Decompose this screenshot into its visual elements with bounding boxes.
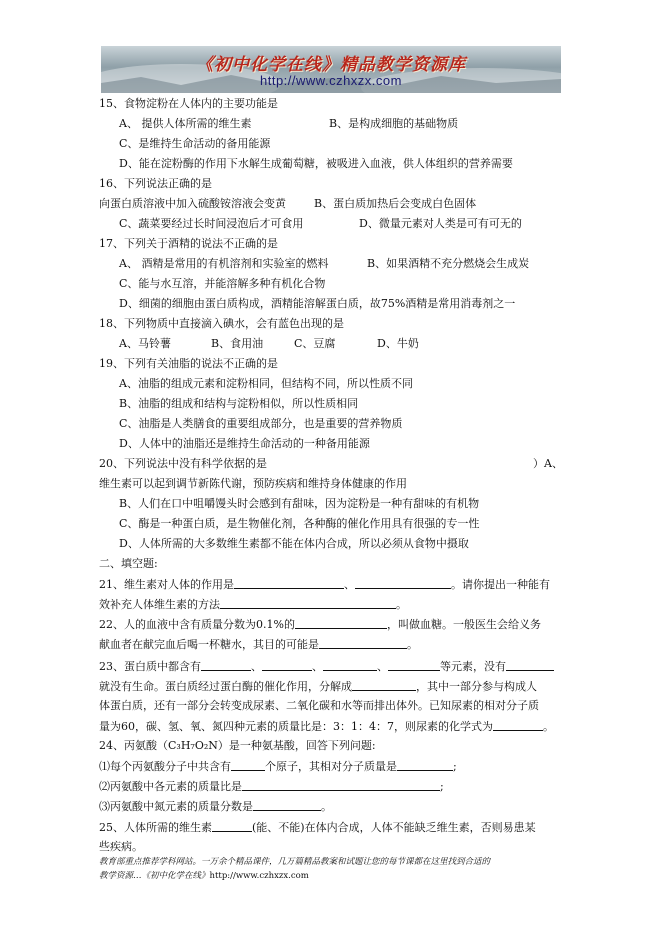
blank[interactable] (231, 759, 265, 771)
question-20-bracket: ）A、 (533, 457, 563, 470)
question-23-line-4: 量为60，碳、氢、氧、氮四种元素的质量比是：3：1：4：7，则尿素的化学式为 。 (99, 720, 554, 733)
question-23-line-3: 体蛋白质，还有一部分会转变成尿素、二氧化碳和水等而排出体外。已知尿素的相对分子质 (99, 699, 539, 712)
blank[interactable] (352, 679, 416, 691)
question-22-line-2: 献血者在献完血后喝一杯糖水，其目的可能是 。 (99, 638, 418, 651)
banner-url[interactable]: http://www.czhxzx.com (260, 73, 402, 88)
blank[interactable] (319, 637, 407, 649)
question-15-option-d: D、能在淀粉酶的作用下水解生成葡萄糖，被吸进入血液，供人体组织的营养需要 (119, 157, 513, 170)
question-21-line-2: 效补充人体维生素的方法 。 (99, 598, 407, 611)
question-19-stem: 19、下列有关油脂的说法不正确的是 (99, 357, 278, 370)
question-18-option-c: C、豆腐 (294, 337, 336, 350)
blank[interactable] (220, 597, 396, 609)
question-17-option-d: D、细菌的细胞由蛋白质构成，酒精能溶解蛋白质，故75%酒精是常用消毒剂之一 (119, 297, 516, 310)
blank[interactable] (242, 779, 440, 791)
footer-line-1: 教育部重点推荐学科网站。一万余个精品课件，几万篇精品教案和试题让您的每节课都在这里找到合适的 (99, 857, 491, 867)
header-banner (101, 46, 561, 93)
blank[interactable] (253, 799, 321, 811)
footer-line-2 (99, 869, 569, 883)
question-24-part-3: ⑶丙氨酸中氮元素的质量分数是 。 (99, 800, 332, 813)
question-20-option-d: D、人体所需的大多数维生素都不能在体内合成，所以必须从食物中摄取 (119, 537, 469, 550)
footer-site-name: 教学资源…《初中化学在线》 (99, 871, 210, 881)
question-23-line-1: 23、蛋白质中都含有 、 、 、 等元素，没有 (99, 659, 554, 674)
question-17-stem: 17、下列关于酒精的说法不正确的是 (99, 237, 278, 250)
blank[interactable] (506, 659, 554, 671)
question-23-line-2: 就没有生命。蛋白质经过蛋白酶的催化作用，分解成 ，其中一部分参与构成人 (99, 680, 537, 693)
blank[interactable] (397, 759, 453, 771)
question-20-option-c: C、酶是一种蛋白质，是生物催化剂，各种酶的催化作用具有很强的专一性 (119, 517, 480, 530)
question-24-part-2: ⑵丙氨酸中各元素的质量比是 ; (99, 780, 444, 793)
blank[interactable] (323, 659, 377, 671)
question-18-option-a: A、马铃薯 (119, 337, 171, 350)
question-16-option-b: B、蛋白质加热后会变成白色固体 (314, 197, 477, 210)
question-24-stem: 24、丙氨酸（C₃H₇O₂N）是一种氨基酸，回答下列问题: (99, 739, 376, 752)
question-24-part-1: ⑴每个丙氨酸分子中共含有 个原子，其相对分子质量是 ; (99, 760, 457, 773)
question-16-option-a: 向蛋白质溶液中加入硫酸铵溶液会变黄 (99, 197, 286, 210)
blank[interactable] (295, 617, 387, 629)
question-19-option-c: C、油脂是人类膳食的重要组成部分，也是重要的营养物质 (119, 417, 403, 430)
question-17-option-c: C、能与水互溶，并能溶解多种有机化合物 (119, 277, 326, 290)
question-20-stem: 20、下列说法中没有科学依据的是 (99, 457, 267, 470)
blank[interactable] (493, 719, 543, 731)
question-20-option-b: B、人们在口中咀嚼馒头时会感到有甜味，因为淀粉是一种有甜味的有机物 (119, 497, 480, 510)
question-18-option-d: D、牛奶 (377, 337, 419, 350)
blank[interactable] (234, 577, 344, 589)
question-16-option-d: D、微量元素对人类是可有可无的 (359, 217, 522, 230)
question-20-option-a: 维生素可以起到调节新陈代谢，预防疾病和维持身体健康的作用 (99, 477, 407, 490)
question-18-option-b: B、食用油 (211, 337, 264, 350)
question-19-option-b: B、油脂的组成和结构与淀粉相似，所以性质相同 (119, 397, 359, 410)
question-17-option-a: A、 酒精是常用的有机溶剂和实验室的燃料 (119, 257, 329, 270)
blank[interactable] (212, 820, 252, 832)
question-16-option-c: C、蔬菜要经过长时间浸泡后才可食用 (119, 217, 304, 230)
question-25-line-1: 25、人体所需的维生素 (能、不能)在体内合成，人体不能缺乏维生素，否则易患某 (99, 821, 536, 834)
question-19-option-d: D、人体中的油脂还是维持生命活动的一种备用能源 (119, 437, 370, 450)
question-17-option-b: B、如果酒精不充分燃烧会生成炭 (367, 257, 530, 270)
blank[interactable] (355, 577, 451, 589)
blank[interactable] (262, 659, 312, 671)
question-18-stem: 18、下列物质中直接滴入碘水，会有蓝色出现的是 (99, 317, 344, 330)
question-15-option-c: C、是维持生命活动的备用能源 (119, 137, 271, 150)
question-16-stem: 16、下列说法正确的是 (99, 177, 212, 190)
question-15-option-b: B、是构成细胞的基础物质 (329, 117, 459, 130)
question-22-line-1: 22、人的血液中含有质量分数为0.1%的 ，叫做血糖。一般医生会给义务 (99, 618, 541, 631)
blank[interactable] (201, 659, 251, 671)
question-25-line-2: 些疾病。 (99, 840, 143, 853)
question-15-stem: 15、食物淀粉在人体内的主要功能是 (99, 97, 278, 110)
section-heading-fill-in: 二、填空题: (99, 557, 158, 570)
page-footer (99, 855, 569, 883)
footer-link[interactable]: http://www.czhxzx.com (209, 871, 309, 881)
blank[interactable] (388, 659, 440, 671)
banner-title: 《初中化学在线》精品教学资源库 (196, 55, 466, 75)
question-19-option-a: A、油脂的组成元素和淀粉相同，但结构不同，所以性质不同 (119, 377, 413, 390)
question-15-option-a: A、 提供人体所需的维生素 (119, 117, 252, 130)
question-21-line-1: 21、维生素对人体的作用是 、 。请你提出一种能有 (99, 578, 550, 591)
